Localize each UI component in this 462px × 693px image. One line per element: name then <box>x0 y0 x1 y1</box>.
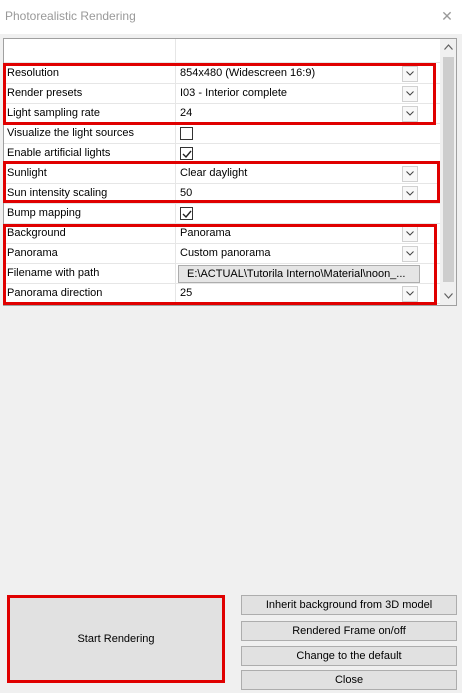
chevron-down-icon[interactable] <box>402 286 418 302</box>
chevron-down-icon[interactable] <box>402 226 418 242</box>
property-label: Panorama <box>7 247 58 259</box>
inherit-background-button[interactable]: Inherit background from 3D model <box>241 595 457 615</box>
property-row-sun-intensity-scaling[interactable] <box>4 184 440 204</box>
enable-artificial-lights-checkbox[interactable] <box>180 147 193 160</box>
property-label: Render presets <box>7 87 83 99</box>
chevron-down-icon[interactable] <box>402 246 418 262</box>
visualize-light-sources-checkbox[interactable] <box>180 127 193 140</box>
property-label: Resolution <box>7 67 59 79</box>
property-label: Sun intensity scaling <box>7 187 108 199</box>
property-row-resolution[interactable] <box>4 64 440 84</box>
panorama-direction-select[interactable]: 25 <box>180 287 193 299</box>
property-row-filename-with-path[interactable] <box>4 264 440 284</box>
column-divider <box>175 39 176 63</box>
filename-path-button[interactable]: E:\ACTUAL\Tutorila Interno\Material\noon_... <box>178 265 420 283</box>
property-label: Panorama direction <box>7 287 103 299</box>
checkmark-icon <box>182 149 192 159</box>
property-row-enable-artificial-lights[interactable] <box>4 144 440 164</box>
render-presets-select[interactable]: I03 - Interior complete <box>180 87 287 99</box>
resolution-select[interactable]: 854x480 (Widescreen 16:9) <box>180 67 316 79</box>
checkmark-icon <box>182 209 192 219</box>
close-button[interactable]: Close <box>241 670 457 690</box>
property-label: Background <box>7 227 66 239</box>
property-row-panorama[interactable] <box>4 244 440 264</box>
light-sampling-rate-select[interactable]: 24 <box>180 107 193 119</box>
property-row-bump-mapping[interactable] <box>4 204 440 224</box>
property-grid <box>3 38 457 306</box>
property-label: Sunlight <box>7 167 47 179</box>
chevron-down-icon[interactable] <box>402 186 418 202</box>
bump-mapping-checkbox[interactable] <box>180 207 193 220</box>
property-row-light-sampling-rate[interactable] <box>4 104 440 124</box>
scrollbar-thumb[interactable] <box>443 57 454 282</box>
window-title: Photorealistic Rendering <box>5 9 136 23</box>
property-row-panorama-direction[interactable] <box>4 284 440 304</box>
property-label: Filename with path <box>7 267 100 279</box>
panorama-select[interactable]: Custom panorama <box>180 247 271 259</box>
property-label: Light sampling rate <box>7 107 100 119</box>
property-row-background[interactable] <box>4 224 440 244</box>
change-to-default-button[interactable]: Change to the default <box>241 646 457 666</box>
chevron-down-icon[interactable] <box>402 66 418 82</box>
title-bar <box>0 0 462 34</box>
vertical-scrollbar[interactable] <box>440 39 457 305</box>
start-rendering-button[interactable]: Start Rendering <box>7 595 225 683</box>
background-select[interactable]: Panorama <box>180 227 231 239</box>
rendered-frame-toggle-button[interactable]: Rendered Frame on/off <box>241 621 457 641</box>
property-label: Bump mapping <box>7 207 81 219</box>
scroll-up-icon[interactable] <box>440 39 457 56</box>
scroll-down-icon[interactable] <box>440 288 457 305</box>
property-label: Enable artificial lights <box>7 147 111 159</box>
close-icon[interactable]: ✕ <box>441 8 453 24</box>
property-row-visualize-light-sources[interactable] <box>4 124 440 144</box>
property-label: Visualize the light sources <box>7 127 134 139</box>
sun-intensity-scaling-select[interactable]: 50 <box>180 187 193 199</box>
sunlight-select[interactable]: Clear daylight <box>180 167 248 179</box>
chevron-down-icon[interactable] <box>402 106 418 122</box>
chevron-down-icon[interactable] <box>402 166 418 182</box>
property-row-sunlight[interactable] <box>4 164 440 184</box>
grid-header <box>4 39 440 63</box>
chevron-down-icon[interactable] <box>402 86 418 102</box>
property-row-render-presets[interactable] <box>4 84 440 104</box>
